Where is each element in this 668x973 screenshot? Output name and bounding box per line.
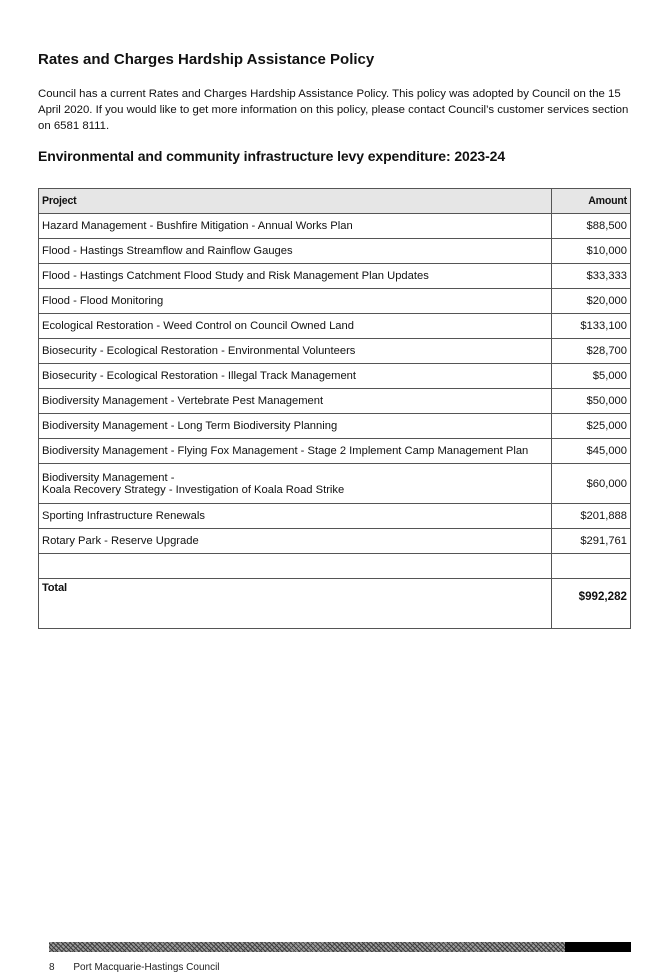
blank-row (39, 554, 631, 579)
table-row (39, 289, 631, 314)
page-footer (49, 962, 220, 973)
amount-cell: $28,700 (552, 339, 631, 364)
footer-pattern-strip (49, 942, 565, 952)
project-cell: Biodiversity Management - Flying Fox Management - Stage 2 Implement Camp Management Plan (39, 439, 552, 464)
amount-cell: $60,000 (552, 464, 631, 504)
blank-cell (39, 554, 552, 579)
project-cell: Biosecurity - Ecological Restoration - Environmental Volunteers (39, 339, 552, 364)
footer-solid-strip (565, 942, 631, 952)
table-row (39, 314, 631, 339)
amount-cell: $201,888 (552, 504, 631, 529)
project-cell: Ecological Restoration - Weed Control on Council Owned Land (39, 314, 552, 339)
table-row (39, 439, 631, 464)
blank-cell (552, 554, 631, 579)
table-row (39, 364, 631, 389)
project-cell: Flood - Hastings Streamflow and Rainflow Gauges (39, 239, 552, 264)
total-label: Total (39, 579, 552, 629)
project-cell: Biodiversity Management - Vertebrate Pest Management (39, 389, 552, 414)
project-cell: Hazard Management - Bushfire Mitigation - Annual Works Plan (39, 214, 552, 239)
table-row (39, 214, 631, 239)
amount-cell: $10,000 (552, 239, 631, 264)
amount-cell: $291,761 (552, 529, 631, 554)
page-number: 8 (49, 962, 55, 973)
project-cell: Flood - Hastings Catchment Flood Study and Risk Management Plan Updates (39, 264, 552, 289)
table-row (39, 264, 631, 289)
project-cell: Sporting Infrastructure Renewals (39, 504, 552, 529)
footer-organisation: Port Macquarie-Hastings Council (73, 962, 220, 973)
amount-cell: $88,500 (552, 214, 631, 239)
amount-cell: $33,333 (552, 264, 631, 289)
project-cell-line-1: Biodiversity Management - (42, 471, 175, 484)
footer-decorative-bar (49, 942, 631, 952)
project-cell: Flood - Flood Monitoring (39, 289, 552, 314)
amount-cell: $5,000 (552, 364, 631, 389)
levy-expenditure-table (38, 188, 631, 629)
intro-paragraph: Council has a current Rates and Charges Hardship Assistance Policy. This policy was adopted by Council on the 15 April 2020. If you would like to get more information on this policy, please contact Council’s customer services section on 6581 8111. (38, 88, 629, 132)
table-header-row (39, 189, 631, 214)
header-project: Project (39, 189, 552, 214)
project-cell: Biodiversity Management - Long Term Biodiversity Planning (39, 414, 552, 439)
section-subheading: Environmental and community infrastructure levy expenditure: 2023-24 (38, 148, 506, 164)
header-amount: Amount (552, 189, 631, 214)
table-row (39, 339, 631, 364)
project-cell-line-2: Koala Recovery Strategy - Investigation of Koala Road Strike (42, 483, 345, 496)
amount-cell: $25,000 (552, 414, 631, 439)
table-row (39, 529, 631, 554)
project-cell (39, 464, 552, 504)
table-row (39, 464, 631, 504)
total-amount: $992,282 (552, 579, 631, 629)
table-row (39, 389, 631, 414)
table-row (39, 239, 631, 264)
amount-cell: $20,000 (552, 289, 631, 314)
page-heading: Rates and Charges Hardship Assistance Policy (38, 51, 375, 68)
total-row (39, 579, 631, 629)
amount-cell: $50,000 (552, 389, 631, 414)
amount-cell: $133,100 (552, 314, 631, 339)
project-cell: Rotary Park - Reserve Upgrade (39, 529, 552, 554)
project-cell: Biosecurity - Ecological Restoration - Illegal Track Management (39, 364, 552, 389)
table-row (39, 414, 631, 439)
amount-cell: $45,000 (552, 439, 631, 464)
table-row (39, 504, 631, 529)
